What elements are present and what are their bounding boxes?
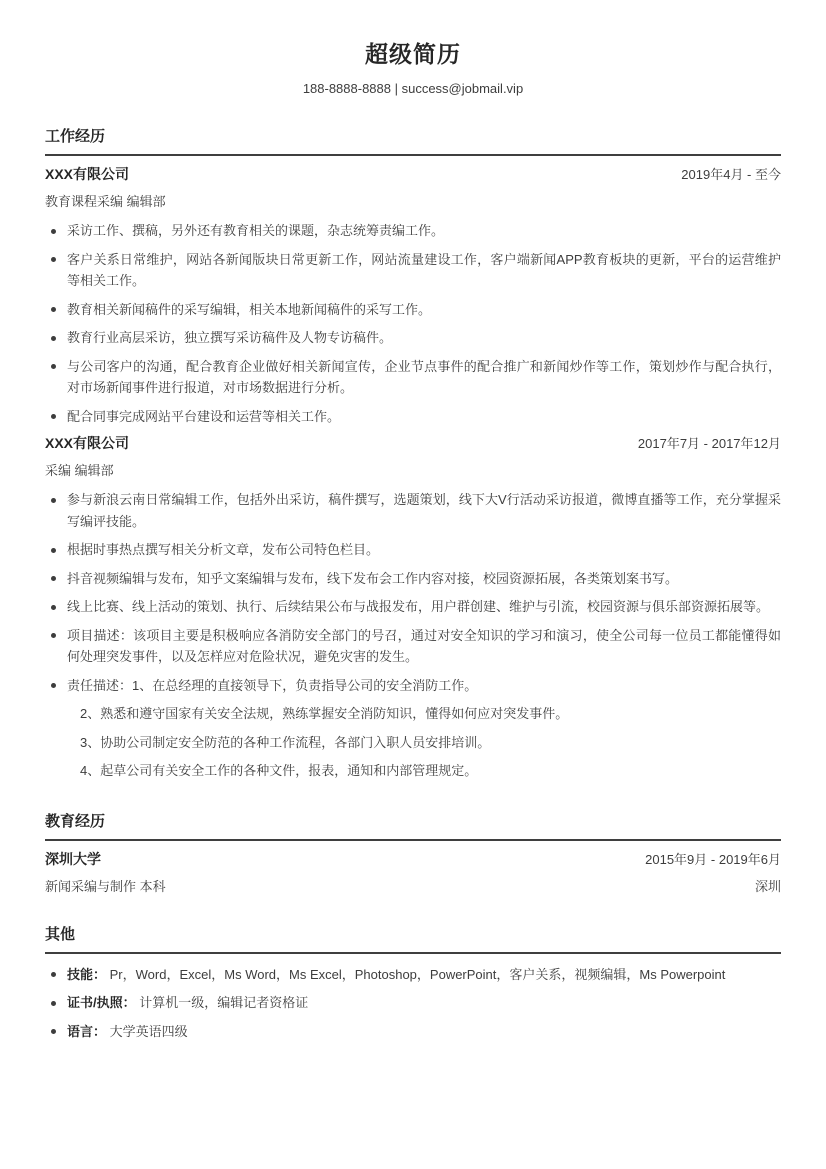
entry-date: 2017年7月 - 2017年12月 (637, 436, 781, 451)
other-item-language (45, 1021, 781, 1043)
major-degree: 新闻采编与制作 本科 (45, 878, 166, 894)
company-name: XXX有限公司 (45, 166, 130, 182)
other-list (45, 964, 781, 1043)
work-entry-2 (45, 434, 781, 782)
section-work (45, 128, 781, 782)
school-name: 深圳大学 (45, 850, 101, 867)
resume-header (45, 40, 781, 97)
resume-title: 超级简历 (365, 41, 461, 67)
other-item-text: Pr，Word，Excel，Ms Word，Ms Excel，Photoshop，PowerPoint，客户关系，视频编辑，Ms Powerpoint (109, 966, 726, 982)
other-item-certificates (45, 992, 781, 1014)
bullet-item: 采访工作、撰稿，另外还有教育相关的课题，杂志统筹责编工作。 (45, 220, 781, 242)
bullet-item: 线上比赛、线上活动的策划、执行、后续结果公布与战报发布，用户群创建、维护与引流，校园资源与俱乐部资源拓展等。 (45, 596, 781, 618)
education-entry (45, 850, 781, 895)
education-date: 2015年9月 - 2019年6月 (645, 851, 781, 867)
work-entry-2-header (45, 434, 781, 453)
other-item-text: 大学英语四级 (109, 1023, 188, 1039)
work-entry-1-role-row (45, 193, 781, 210)
education-entry-detail-row (45, 878, 781, 895)
other-item-label: 技能： (67, 966, 107, 982)
bullet-item: 参与新浪云南日常编辑工作，包括外出采访，稿件撰写，选题策划，线下大V行活动采访报道，微博直播等工作，充分掌握采写编评技能。 (45, 489, 781, 532)
education-section-heading: 教育经历 (45, 813, 781, 841)
entry-role: 采编 编辑部 (45, 463, 114, 478)
bullet-item: 与公司客户的沟通，配合教育企业做好相关新闻宣传，企业节点事件的配合推广和新闻炒作等工作，策划炒作与配合执行，对市场新闻事件进行报道，对市场数据进行分析。 (45, 356, 781, 399)
section-other (45, 926, 781, 1043)
section-education (45, 813, 781, 895)
education-entry-header (45, 850, 781, 869)
bullet-item: 教育行业高层采访，独立撰写采访稿件及人物专访稿件。 (45, 327, 781, 349)
work-entry-2-sub-items (45, 703, 781, 782)
sub-item: 4、起草公司有关安全工作的各种文件，报表，通知和内部管理规定。 (80, 763, 478, 778)
bullet-item: 根据时事热点撰写相关分析文章，发布公司特色栏目。 (45, 539, 781, 561)
bullet-item: 教育相关新闻稿件的采写编辑，相关本地新闻稿件的采写工作。 (45, 299, 781, 321)
bullet-item: 项目描述：该项目主要是积极响应各消防安全部门的号召，通过对安全知识的学习和演习，使全公司每一位员工都能懂得如何处理突发事件，以及怎样应对危险状况，避免灾害的发生。 (45, 625, 781, 668)
work-entry-2-role-row (45, 462, 781, 479)
work-entry-1-bullets (45, 220, 781, 427)
bullet-item: 客户关系日常维护，网站各新闻版块日常更新工作，网站流量建设工作，客户端新闻APP教育板块的更新，平台的运营维护等相关工作。 (45, 249, 781, 292)
contact-line: 188-8888-8888 | success@jobmail.vip (302, 81, 524, 96)
other-item-text: 计算机一级，编辑记者资格证 (139, 995, 309, 1010)
work-section-heading: 工作经历 (45, 128, 781, 156)
other-item-skills (45, 964, 781, 986)
location: 深圳 (754, 878, 781, 894)
entry-date: 2019年4月 - 至今 (681, 167, 781, 182)
other-section-heading: 其他 (45, 926, 781, 954)
company-name: XXX有限公司 (45, 435, 130, 451)
bullet-item: 抖音视频编辑与发布，知乎文案编辑与发布，线下发布会工作内容对接，校园资源拓展，各类策划案书写。 (45, 568, 781, 590)
sub-item: 2、熟悉和遵守国家有关安全法规，熟练掌握安全消防知识，懂得如何应对突发事件。 (80, 706, 569, 721)
bullet-item: 配合同事完成网站平台建设和运营等相关工作。 (45, 406, 781, 428)
bullet-item: 责任描述：1、在总经理的直接领导下，负责指导公司的安全消防工作。 (45, 675, 781, 697)
work-entry-1 (45, 165, 781, 427)
work-entry-2-bullets (45, 489, 781, 696)
other-item-label: 证书/执照： (67, 995, 136, 1010)
work-entry-1-header (45, 165, 781, 184)
other-item-label: 语言： (67, 1023, 107, 1039)
entry-role: 教育课程采编 编辑部 (45, 194, 166, 209)
sub-item: 3、协助公司制定安全防范的各种工作流程，各部门入职人员安排培训。 (80, 734, 491, 750)
